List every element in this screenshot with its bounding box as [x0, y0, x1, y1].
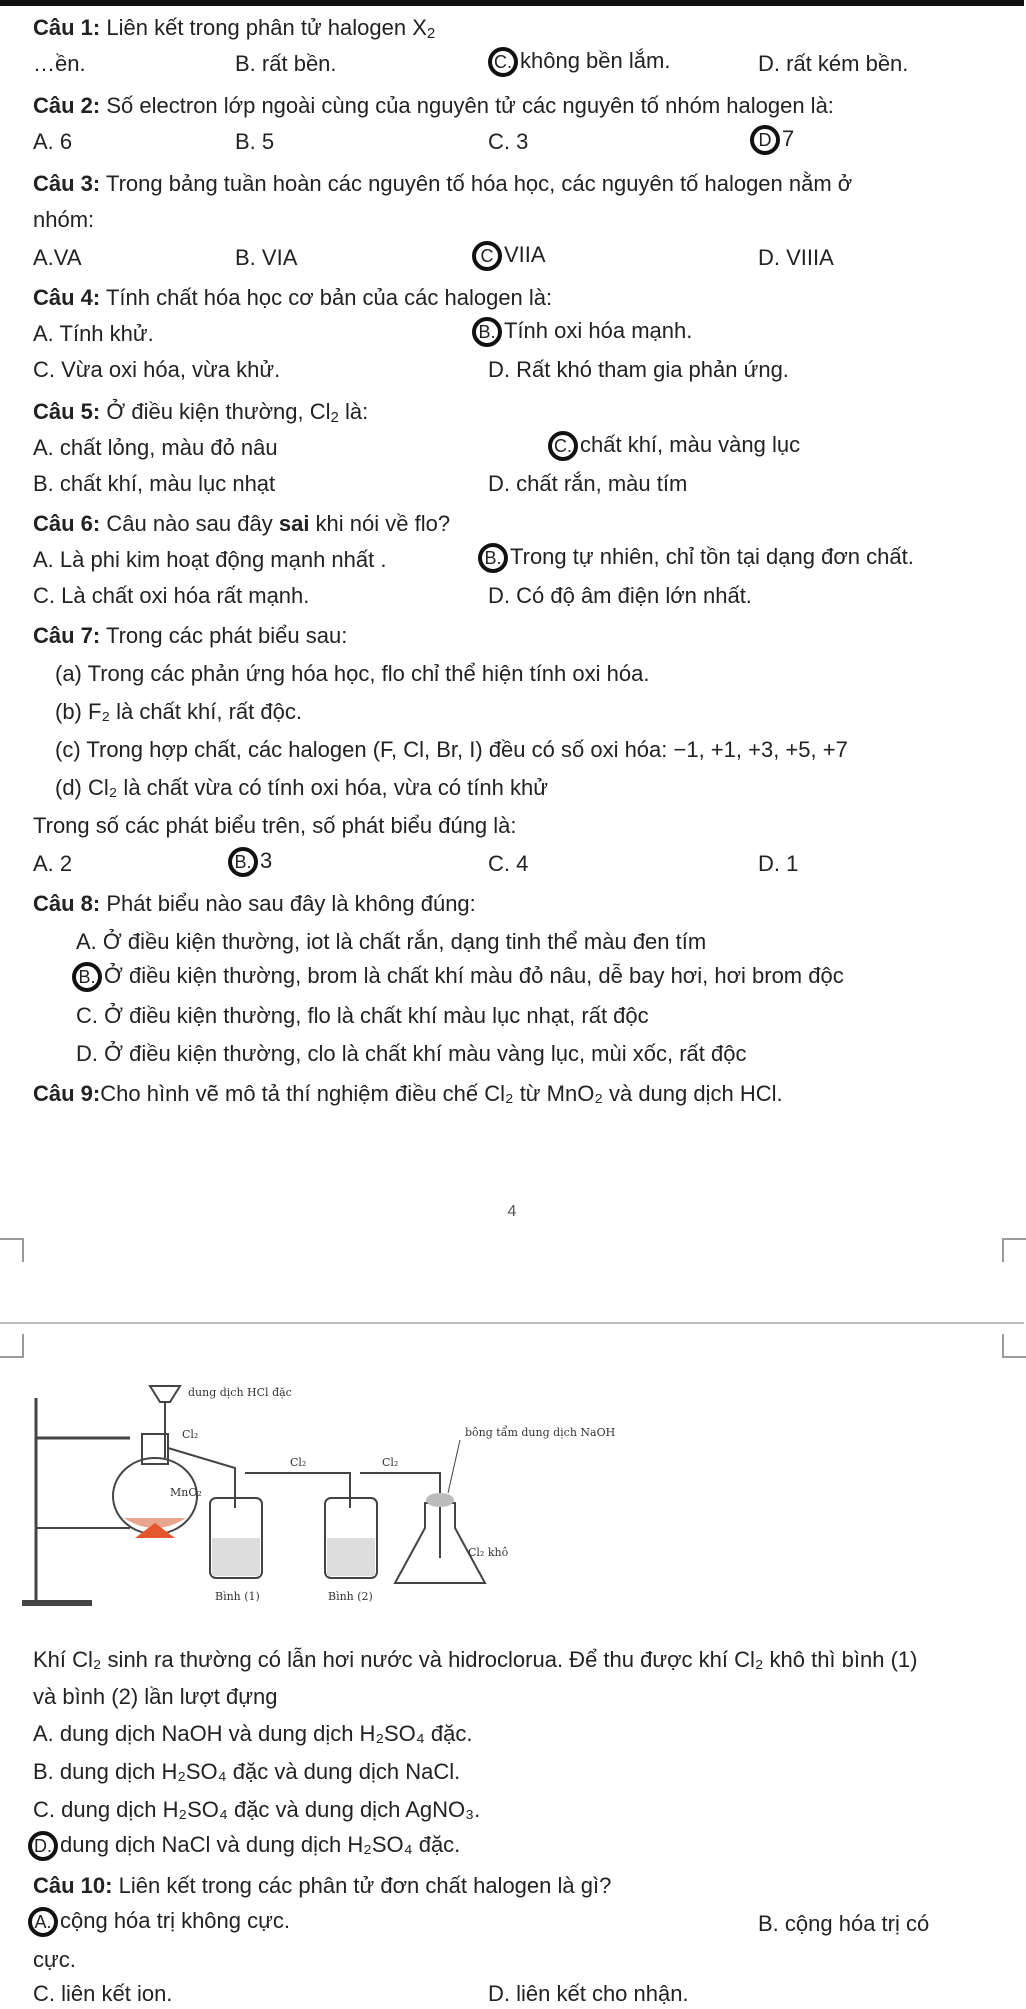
option-d[interactable]: D. VIIIA [758, 245, 834, 270]
naoh-cotton [426, 1493, 454, 1507]
option-d[interactable]: D. 1 [758, 851, 799, 876]
dropping-funnel [150, 1386, 180, 1402]
answer-circle: C. [548, 431, 578, 461]
question-number: Câu 1: [33, 15, 101, 40]
page-number: 4 [507, 1203, 517, 1220]
option-a[interactable]: A. 2 [33, 851, 73, 876]
option-a[interactable]: A. Là phi kim hoạt động mạnh nhất . [33, 547, 387, 572]
answer-circle: B. [72, 962, 102, 992]
option-d[interactable]: D. chất rắn, màu tím [488, 471, 688, 496]
delivery-tube-2 [245, 1473, 350, 1508]
label-mno2: MnO₂ [170, 1486, 202, 1499]
option-c[interactable]: C. 4 [488, 851, 529, 876]
option-c[interactable]: C. không bền lắm. [488, 47, 670, 77]
crop-mark-top-left [0, 1238, 24, 1262]
answer-circle: B. [228, 847, 258, 877]
bottle-2-liquid [327, 1538, 375, 1576]
stand-base [22, 1600, 92, 1606]
label-cl2-c: Cl₂ [382, 1456, 399, 1469]
label-dry-cl2: Cl₂ khô [468, 1546, 509, 1559]
option-b[interactable]: B. VIA [235, 245, 298, 270]
label-bottle-1: Bình (1) [215, 1590, 260, 1603]
option-b[interactable]: B. chất khí, màu lục nhạt [33, 471, 276, 496]
answer-circle: B. [478, 543, 508, 573]
page-divider [0, 1322, 1024, 1324]
option-b[interactable]: B. Tính oxi hóa mạnh. [472, 317, 692, 347]
answer-circle: C. [488, 47, 518, 77]
option-c[interactable]: C. Là chất oxi hóa rất mạnh. [33, 583, 310, 608]
answer-circle: A. [28, 1907, 58, 1937]
option-d[interactable]: D. rất kém bền. [758, 51, 909, 76]
option-c[interactable]: C VIIA [472, 241, 546, 271]
answer-circle: C [472, 241, 502, 271]
crop-mark-bottom-right [1002, 1334, 1026, 1358]
option-d[interactable]: D. liên kết cho nhận. [488, 1981, 689, 2006]
answer-circle: B. [472, 317, 502, 347]
option-b[interactable]: B. rất bền. [235, 51, 337, 76]
option-a[interactable]: A. 6 [33, 129, 73, 154]
apparatus-diagram [20, 1378, 616, 1618]
crop-mark-bottom-left [0, 1334, 24, 1358]
top-bar [0, 0, 1024, 6]
option-c[interactable]: C. Vừa oxi hóa, vừa khử. [33, 357, 281, 382]
label-naoh: bông tẩm dung dịch NaOH [465, 1426, 616, 1439]
option-a[interactable]: A. chất lỏng, màu đỏ nâu [33, 435, 278, 460]
label-hcl: dung dịch HCl đặc [188, 1386, 292, 1399]
option-d[interactable]: D 7 [750, 125, 794, 155]
option-c[interactable]: C. chất khí, màu vàng lục [548, 431, 800, 461]
option-a[interactable]: A. Tính khử. [33, 321, 154, 346]
option-a[interactable]: A.VA [33, 245, 82, 270]
label-cl2-a: Cl₂ [182, 1428, 199, 1441]
option-a[interactable]: A. cộng hóa trị không cực. [28, 1907, 290, 1937]
option-b[interactable]: B. cộng hóa trị có [758, 1911, 930, 1936]
option-d[interactable]: D. Có độ âm điện lớn nhất. [488, 583, 752, 608]
option-b[interactable]: B. 3 [228, 847, 272, 877]
naoh-pointer [448, 1440, 460, 1493]
answer-circle: D [750, 125, 780, 155]
bottle-1-liquid [212, 1538, 260, 1576]
option-c[interactable]: C. 3 [488, 129, 529, 154]
option-d[interactable]: D. Rất khó tham gia phản ứng. [488, 357, 789, 382]
option-a[interactable]: …ền. [33, 51, 86, 76]
crop-mark-top-right [1002, 1238, 1026, 1262]
option-c[interactable]: C. liên kết ion. [33, 1981, 173, 2006]
answer-circle: D. [28, 1831, 58, 1861]
option-b[interactable]: B. 5 [235, 129, 275, 154]
option-b[interactable]: B. Trong tự nhiên, chỉ tồn tại dạng đơn chất. [478, 543, 914, 573]
label-bottle-2: Bình (2) [328, 1590, 373, 1603]
label-cl2-b: Cl₂ [290, 1456, 307, 1469]
